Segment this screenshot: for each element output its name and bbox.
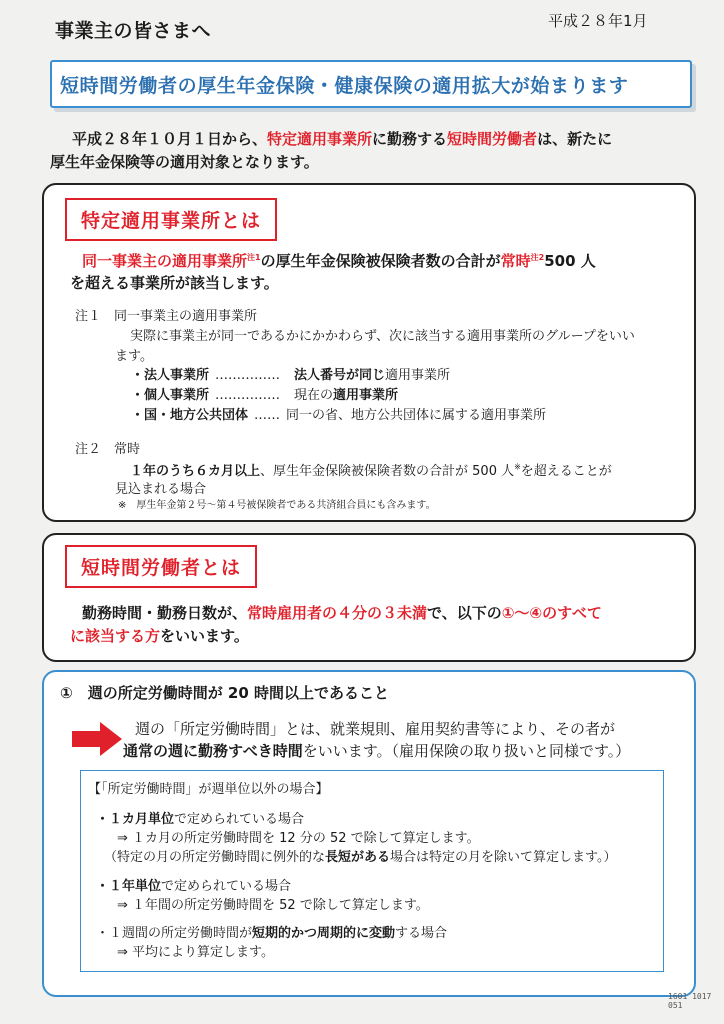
intro-line-2: 厚生年金保険等の適用対象となります。 xyxy=(50,153,319,171)
definition-line-1: 同一事業主の適用事業所$^{注1}$の厚生年金保険被保険者数の合計が常時$^{注2}$500 人 xyxy=(82,252,596,270)
note2-body-2: 見込まれる場合 xyxy=(115,482,207,497)
specified-office-label: 特定適用事業所とは xyxy=(65,198,277,241)
worker-definition-1: 勤務時間・勤務日数が、常時雇用者の４分の３未満で、以下の①～④のすべて xyxy=(82,604,602,622)
list-item: ・法人事業所 …………… 法人番号が同じ適用事業所 xyxy=(131,368,451,383)
intro-line-1: 平成２８年１０月１日から、特定適用事業所に勤務する短時間労働者は、新たに xyxy=(72,130,613,148)
case-monthly-calc: ⇒ １カ月の所定労働時間を 12 分の 52 で除して算定します。 xyxy=(117,831,480,846)
list-item: ・国・地方公共団体 …… 同一の省、地方公共団体に属する適用事業所 xyxy=(131,408,547,423)
document-date: 平成２８年1月 xyxy=(548,12,648,30)
case-monthly-note: （特定の月の所定労働時間に例外的な長短がある場合は特定の月を除いて算定します。） xyxy=(104,850,617,865)
case-monthly: ・１カ月単位で定められている場合 xyxy=(96,812,305,827)
case-yearly-calc: ⇒ １年間の所定労働時間を 52 で除して算定します。 xyxy=(117,898,429,913)
case-variable: ・１週間の所定労働時間が短期的かつ周期的に変動する場合 xyxy=(96,926,448,941)
note1-heading: 注１ 同一事業主の適用事業所 xyxy=(75,309,258,324)
note1-body-2: ます。 xyxy=(115,349,153,364)
case-variable-calc: ⇒ 平均により算定します。 xyxy=(117,945,274,960)
note2-body-1: １年のうち６カ月以上、厚生年金保険被保険者数の合計が 500 人※を超えることが xyxy=(130,462,612,479)
condition-1-body-1: 週の「所定労働時間」とは、就業規則、雇用契約書等により、その者が xyxy=(135,720,616,738)
arrow-right-icon xyxy=(72,722,122,756)
note1-body-1: 実際に事業主が同一であるかにかかわらず、次に該当する適用事業所のグループをいい xyxy=(130,329,635,344)
condition-1-body-2: 通常の週に勤務すべき時間をいいます。（雇用保険の取り扱いと同様です。） xyxy=(123,742,631,760)
print-code: 1601 1017 051 xyxy=(668,992,712,1010)
page-title: 短時間労働者の厚生年金保険・健康保険の適用拡大が始まります xyxy=(60,75,629,97)
box-title: 【「所定労働時間」が週単位以外の場合】 xyxy=(88,782,329,797)
addressee-heading: 事業主の皆さまへ xyxy=(55,20,212,42)
list-item: ・個人事業所 …………… 現在の適用事業所 xyxy=(131,388,399,403)
short-time-worker-label: 短時間労働者とは xyxy=(65,545,257,588)
condition-1-heading: ① 週の所定労働時間が 20 時間以上であること xyxy=(60,684,390,702)
note2-heading: 注２ 常時 xyxy=(75,442,141,457)
footnote: ※ 厚生年金第２号～第４号被保険者である共済組合員にも含みます。 xyxy=(118,500,436,511)
definition-line-2: を超える事業所が該当します。 xyxy=(70,274,279,292)
worker-definition-2: に該当する方をいいます。 xyxy=(70,627,249,645)
case-yearly: ・１年単位で定められている場合 xyxy=(96,879,292,894)
